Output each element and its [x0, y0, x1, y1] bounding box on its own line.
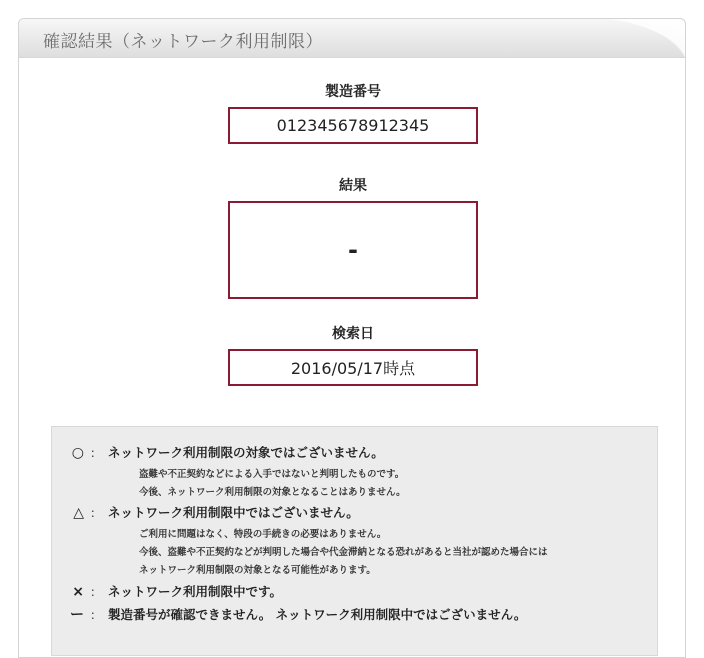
- legend-text: ネットワーク利用制限の対象ではございません。: [108, 445, 384, 460]
- result-value: -: [348, 236, 358, 264]
- panel-title: 確認結果（ネットワーク利用制限）: [43, 32, 323, 52]
- legend-text: 製造番号が確認できません。 ネットワーク利用制限中ではございません。: [108, 607, 527, 622]
- search-date-label: 検索日: [332, 326, 374, 342]
- legend-item-dash: [52, 604, 652, 624]
- serial-label: 製造番号: [325, 84, 381, 100]
- search-date-value: 2016/05/17時点: [290, 359, 416, 378]
- legend-note: ご利用に問題はなく、特段の手続きの必要はありません。: [139, 529, 387, 540]
- legend-colon: ：: [89, 608, 102, 622]
- legend-item-cross: [52, 582, 652, 600]
- legend-colon: ：: [89, 446, 102, 460]
- legend-text: ネットワーク利用制限中ではございません。: [108, 505, 359, 520]
- legend-note: 盗難や不正契約などによる入手ではないと判明したものです。: [139, 469, 405, 480]
- legend-note: 今後、ネットワーク利用制限の対象となることはありません。: [139, 487, 406, 498]
- circle-symbol: ○: [71, 445, 84, 461]
- legend-item-triangle: [52, 503, 652, 521]
- serial-value-box: [228, 107, 478, 144]
- result-panel: [18, 18, 686, 658]
- legend-item-circle: [52, 443, 652, 461]
- cross-symbol: ×: [72, 584, 84, 600]
- legend-text: ネットワーク利用制限中です。: [108, 584, 283, 599]
- legend-note: 今後、盗難や不正契約などが判明した場合や代金滞納となる恐れがあると当社が認めた場合には: [139, 547, 548, 558]
- result-value-box: [228, 201, 478, 299]
- serial-value: 012345678912345: [276, 116, 430, 135]
- legend-note: ネットワーク利用制限の対象となる可能性があります。: [139, 565, 376, 576]
- triangle-symbol: △: [73, 505, 84, 521]
- result-label: 結果: [339, 178, 367, 194]
- dash-symbol: ー: [70, 607, 84, 623]
- legend-box: [51, 426, 658, 656]
- legend-colon: ：: [89, 506, 102, 520]
- legend-colon: ：: [89, 585, 102, 599]
- panel-header: [19, 19, 685, 58]
- search-date-box: [228, 349, 478, 386]
